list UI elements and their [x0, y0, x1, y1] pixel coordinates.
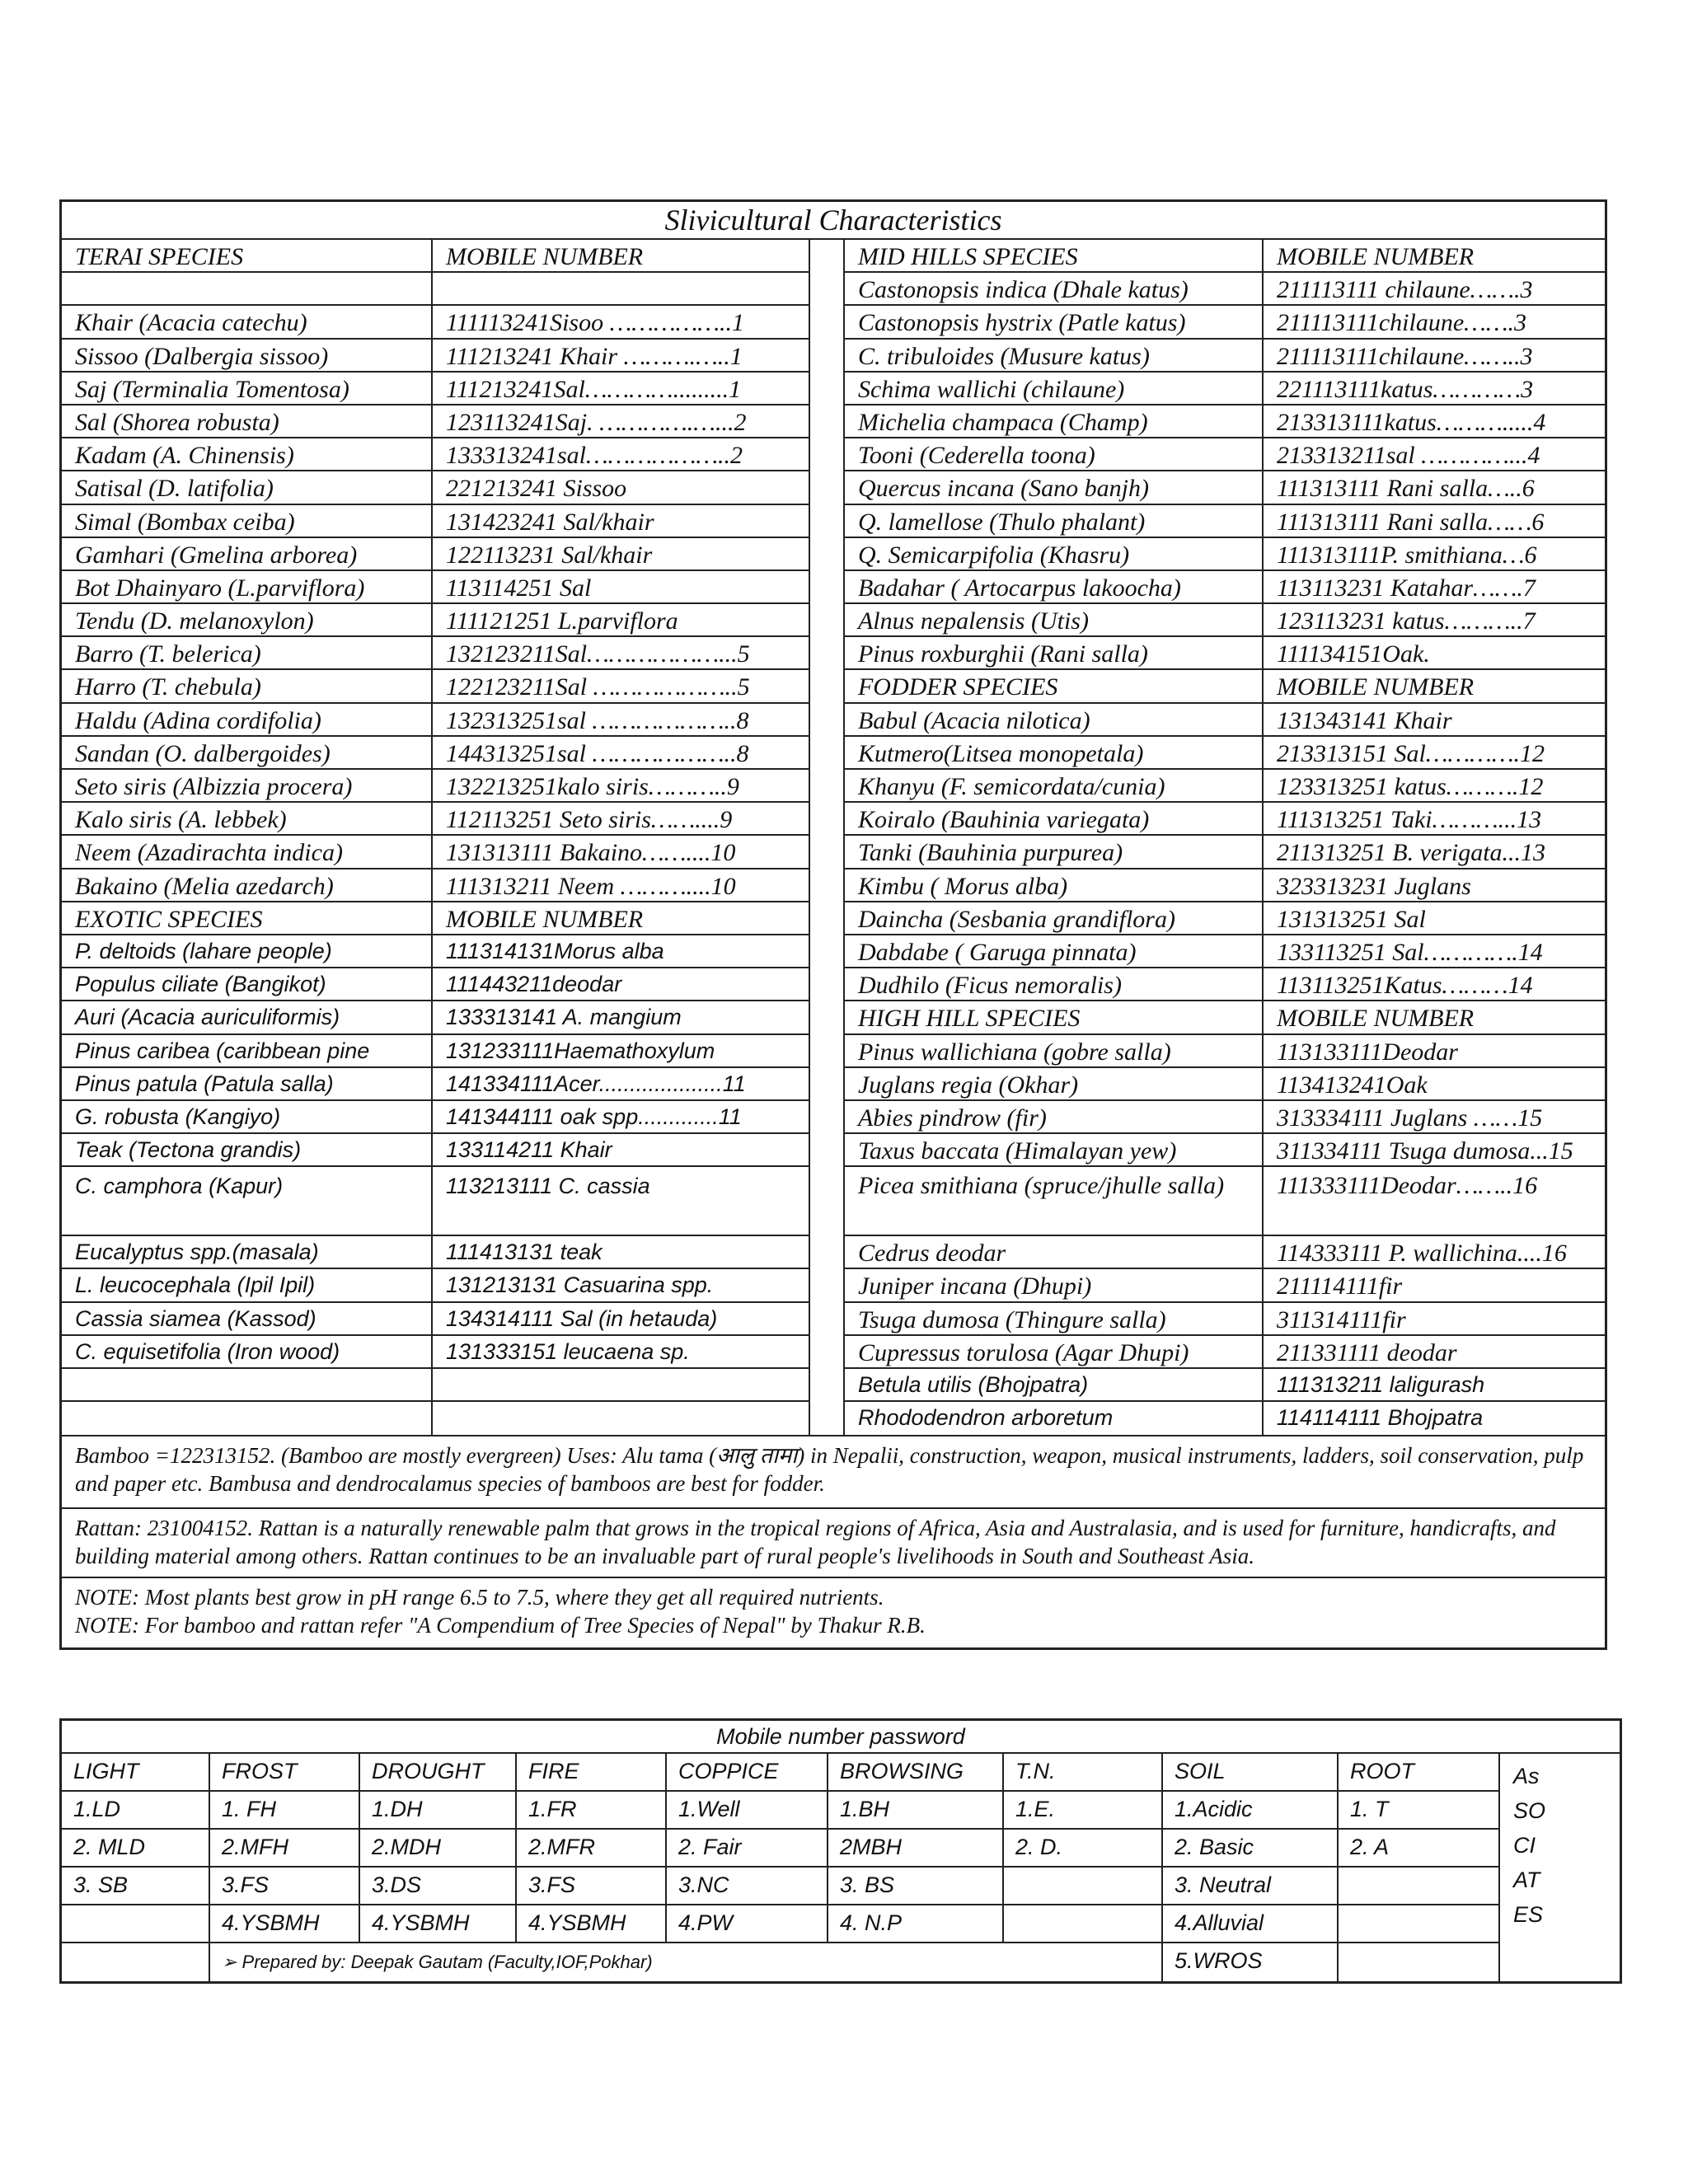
species-name-cell: Picea smithiana (spruce/jhulle salla): [845, 1167, 1264, 1235]
mobile-number-cell: 132123211Sal………………...5: [446, 640, 750, 668]
species-name-cell: Seto siris (Albizzia procera): [62, 770, 433, 801]
table-row: [845, 1402, 1605, 1435]
species-name-cell: Saj (Terminalia Tomentosa): [62, 373, 433, 404]
species-name-cell: Simal (Bombax ceiba): [62, 505, 433, 537]
table-row: [62, 438, 809, 471]
mobile-number-cell: 211313251 B. verigata...13: [1276, 839, 1546, 867]
species-name-cell: Betula utilis (Bhojpatra): [845, 1369, 1264, 1400]
species-name-cell: C. tribuloides (Musure katus): [845, 340, 1264, 371]
mobile-number-cell: 111313111 Rani salla…..6: [1276, 475, 1535, 503]
password-cell: [62, 1905, 210, 1943]
mobile-number-cell: 122113231 Sal/khair: [446, 541, 653, 569]
mobile-number-cell: 123113231 katus………..7: [1276, 607, 1536, 635]
mobile-number-cell: 111213241 Khair ……….…..1: [446, 342, 743, 370]
species-name-cell: Dudhilo (Ficus nemoralis): [845, 968, 1264, 1000]
mobile-number-cell: 123313251 katus……….12: [1276, 773, 1544, 800]
species-name-cell: Q. lamellose (Thulo phalant): [845, 505, 1264, 537]
mobile-number-cell: 211113111chilaune…….3: [1276, 309, 1527, 337]
mobile-number-cell: 111121251 L.parviflora: [446, 607, 678, 635]
mobile-number-cell: 132213251kalo siris………..9: [446, 773, 739, 800]
species-name-cell: Gamhari (Gmelina arborea): [62, 538, 433, 569]
species-name-cell: Auri (Acacia auriculiformis): [62, 1001, 433, 1033]
table-row: [62, 240, 809, 273]
mobile-number-cell: 113213111 C. cassia: [446, 1174, 650, 1199]
mobile-number-cell: 213313111katus……….....4: [1276, 408, 1546, 436]
password-header-cell: COPPICE: [667, 1754, 828, 1792]
password-cell: 3. BS: [828, 1868, 1004, 1905]
password-cell: 1.DH: [360, 1792, 517, 1830]
table-row: [845, 604, 1605, 637]
password-cell: 2. D.: [1004, 1830, 1163, 1868]
password-cell: 4.Alluvial: [1163, 1905, 1339, 1943]
mobile-number-cell: 111313211 Neem ………....10: [446, 872, 736, 900]
table-row: [62, 471, 809, 504]
mobile-number-cell: 111333111Deodar……..16: [1276, 1172, 1538, 1200]
species-name-cell: Barro (T. belerica): [62, 637, 433, 668]
mobile-number-cell: 211331111 deodar: [1276, 1338, 1457, 1366]
mobile-number-cell: 133313141 A. mangium: [446, 1005, 682, 1030]
species-name-cell: Castonopsis indica (Dhale katus): [845, 273, 1264, 304]
table-row: [62, 704, 809, 737]
species-name-cell: Cupressus torulosa (Agar Dhupi): [845, 1336, 1264, 1367]
table-row: [845, 1001, 1605, 1034]
mobile-number-cell: 323313231 Juglans: [1276, 872, 1471, 900]
rattan-note: Rattan: 231004152. Rattan is a naturally renewable palm that grows in the tropical regions of Africa, Asia and Australasia, and is used for furniture, handicrafts, and building material among others. Rattan continues to be an invaluable part of rural people's livelihoods in South and Southeast Asia.: [62, 1509, 1605, 1578]
mobile-number-cell: MOBILE NUMBER: [446, 905, 644, 933]
password-cell: 3.DS: [360, 1868, 517, 1905]
species-name-cell: Neem (Azadirachta indica): [62, 836, 433, 867]
password-header-cell: SOIL: [1163, 1754, 1339, 1792]
password-cell: 1.Well: [667, 1792, 828, 1830]
password-header-cell: FIRE: [517, 1754, 667, 1792]
table-row: [62, 1369, 809, 1402]
password-cell: 3. SB: [62, 1868, 210, 1905]
password-cell: [1339, 1905, 1500, 1943]
species-name-cell: Koiralo (Bauhinia variegata): [845, 803, 1264, 834]
table-row: [845, 637, 1605, 670]
species-name-cell: Sissoo (Dalbergia sissoo): [62, 340, 433, 371]
password-cell: [1339, 1943, 1500, 1981]
table-row: [845, 836, 1605, 869]
mobile-number-cell: 131333151 leucaena sp.: [446, 1338, 690, 1364]
table-row: [62, 836, 809, 869]
table-row: [62, 1336, 809, 1369]
password-cell: 4.YSBMH: [517, 1905, 667, 1943]
password-table-title: Mobile number password: [62, 1721, 1620, 1754]
table-row: [845, 869, 1605, 902]
table-row: [845, 968, 1605, 1001]
table-row: [62, 538, 809, 571]
table-row: [845, 538, 1605, 571]
table-row: [62, 902, 809, 935]
mobile-number-cell: 133113251 Sal………….14: [1276, 938, 1543, 966]
table-row: [845, 902, 1605, 935]
species-name-cell: Juglans regia (Okhar): [845, 1068, 1264, 1099]
species-name-cell: TERAI SPECIES: [62, 240, 433, 271]
mobile-number-cell: 144313251sal ………………..8: [446, 739, 749, 767]
table-row: [845, 571, 1605, 604]
species-name-cell: Juniper incana (Dhupi): [845, 1269, 1264, 1301]
mobile-number-cell: 133114211 Khair: [446, 1137, 612, 1163]
table-row: [845, 1068, 1605, 1101]
mobile-number-cell: 123113241Saj. ………….…...2: [446, 408, 747, 436]
password-header-cell: LIGHT: [62, 1754, 210, 1792]
mobile-number-cell: 131213131 Casuarina spp.: [446, 1272, 714, 1298]
mobile-number-cell: 111134151Oak.: [1276, 640, 1430, 668]
table-row: [845, 737, 1605, 770]
mobile-number-cell: 112113251 Seto siris……....9: [446, 806, 733, 834]
mobile-number-cell: 113413241Oak: [1276, 1071, 1428, 1099]
table-row: [62, 571, 809, 604]
password-header-cell: T.N.: [1004, 1754, 1163, 1792]
table-row: [62, 373, 809, 405]
table-row: [62, 1134, 809, 1167]
species-name-cell: [62, 273, 433, 304]
table-row: [845, 770, 1605, 803]
table-row: [62, 1035, 809, 1068]
species-name-cell: [62, 1402, 433, 1435]
mobile-number-cell: 111443211deodar: [446, 972, 622, 997]
password-cell: 4.YSBMH: [360, 1905, 517, 1943]
mobile-number-cell: 131423241 Sal/khair: [446, 508, 654, 536]
table-title: Slivicultural Characteristics: [62, 202, 1605, 240]
password-cell: 3.NC: [667, 1868, 828, 1905]
mobile-number-cell: 132313251sal ………………..8: [446, 706, 749, 734]
species-name-cell: EXOTIC SPECIES: [62, 902, 433, 934]
mobile-number-cell: 111213241Sal………….........1: [446, 375, 742, 403]
species-name-cell: Haldu (Adina cordifolia): [62, 704, 433, 735]
species-name-cell: P. deltoids (lahare people): [62, 935, 433, 967]
table-row: [62, 1101, 809, 1134]
mobile-number-cell: 213313211sal …………...4: [1276, 442, 1540, 470]
table-row: [62, 1269, 809, 1302]
species-name-cell: C. camphora (Kapur): [62, 1167, 433, 1235]
table-row: [845, 1101, 1605, 1134]
table-row: [845, 273, 1605, 306]
table-row: [62, 1001, 809, 1034]
species-name-cell: Dabdabe ( Garuga pinnata): [845, 935, 1264, 967]
mobile-number-cell: [433, 1402, 809, 1435]
mobile-number-cell: 131313111 Bakaino……....10: [446, 839, 736, 867]
table-row: [845, 1134, 1605, 1167]
species-name-cell: Q. Semicarpifolia (Khasru): [845, 538, 1264, 569]
mobile-number-cell: 113133111Deodar: [1276, 1038, 1458, 1066]
left-species-column: [62, 240, 810, 1435]
password-cell: 1. FH: [210, 1792, 360, 1830]
species-name-cell: G. robusta (Kangiyo): [62, 1101, 433, 1132]
species-name-cell: Pinus wallichiana (gobre salla): [845, 1035, 1264, 1066]
table-row: [845, 373, 1605, 405]
mobile-number-cell: 113113231 Katahar…….7: [1276, 574, 1536, 602]
table-row: [62, 770, 809, 803]
password-cell: [62, 1943, 210, 1981]
table-row: [845, 471, 1605, 504]
mobile-number-cell: MOBILE NUMBER: [446, 243, 644, 270]
table-row: [62, 273, 809, 306]
species-name-cell: Cedrus deodar: [845, 1236, 1264, 1268]
table-row: [62, 306, 809, 339]
mobile-number-cell: 122123211Sal ………………..5: [446, 673, 750, 701]
species-name-cell: Tsuga dumosa (Thingure salla): [845, 1303, 1264, 1334]
table-row: [845, 1369, 1605, 1402]
species-name-cell: FODDER SPECIES: [845, 670, 1264, 701]
table-row: [845, 803, 1605, 836]
password-cell: [1004, 1905, 1163, 1943]
password-cell: 2. Fair: [667, 1830, 828, 1868]
species-name-cell: Pinus patula (Patula salla): [62, 1068, 433, 1099]
password-cell: 2.MDH: [360, 1830, 517, 1868]
table-row: [845, 340, 1605, 373]
table-row: [62, 1068, 809, 1101]
mobile-number-cell: MOBILE NUMBER: [1276, 243, 1475, 270]
password-cell: [1004, 1868, 1163, 1905]
species-name-cell: Pinus roxburghii (Rani salla): [845, 637, 1264, 668]
mobile-number-cell: 114114111 Bhojpatra: [1276, 1405, 1484, 1431]
mobile-number-cell: 111113241Sisoo ……………..1: [446, 309, 744, 337]
table-row: [62, 1402, 809, 1435]
notes-section: [62, 1435, 1605, 1647]
species-name-cell: Schima wallichi (chilaune): [845, 373, 1264, 404]
right-species-column: [845, 240, 1605, 1435]
mobile-number-cell: MOBILE NUMBER: [1276, 673, 1475, 701]
mobile-number-cell: MOBILE NUMBER: [1276, 1005, 1475, 1033]
table-row: [62, 670, 809, 703]
password-cell: 4. N.P: [828, 1905, 1004, 1943]
species-name-cell: Sal (Shorea robusta): [62, 405, 433, 437]
mobile-number-cell: 211114111fir: [1276, 1272, 1403, 1301]
password-cell: [1339, 1868, 1500, 1905]
species-name-cell: MID HILLS SPECIES: [845, 240, 1264, 271]
species-name-cell: Babul (Acacia nilotica): [845, 704, 1264, 735]
mobile-number-cell: 133313241sal………………..2: [446, 442, 743, 470]
password-cell: 2. MLD: [62, 1830, 210, 1868]
password-cell: 1.LD: [62, 1792, 210, 1830]
mobile-number-cell: 131343141 Khair: [1276, 706, 1452, 734]
mobile-number-cell: 221213241 Sissoo: [446, 475, 627, 503]
table-row: [62, 869, 809, 902]
species-name-cell: [62, 1369, 433, 1400]
species-name-cell: Michelia champaca (Champ): [845, 405, 1264, 437]
mobile-number-cell: 113113251Katus………14: [1276, 972, 1533, 1000]
password-header-cell: BROWSING: [828, 1754, 1004, 1792]
table-row: [845, 1303, 1605, 1336]
password-cell: 1.Acidic: [1163, 1792, 1339, 1830]
prepared-by-credit: ➢ Prepared by: Deepak Gautam (Faculty,IOF,Pokhar): [210, 1943, 1163, 1981]
species-name-cell: Khanyu (F. semicordata/cunia): [845, 770, 1264, 801]
mobile-number-cell: 113114251 Sal: [446, 574, 592, 602]
mobile-number-cell: 221113111katus…………3: [1276, 375, 1534, 403]
species-name-cell: Teak (Tectona grandis): [62, 1134, 433, 1165]
mobile-number-cell: 111314131Morus alba: [446, 938, 664, 963]
species-name-cell: L. leucocephala (Ipil Ipil): [62, 1269, 433, 1301]
password-header-cell: ROOT: [1339, 1754, 1500, 1792]
mobile-number-cell: 141344111 oak spp.............11: [446, 1104, 742, 1129]
species-name-cell: Daincha (Sesbania grandiflora): [845, 902, 1264, 934]
mobile-number-cell: 131313251 Sal: [1276, 905, 1426, 933]
species-name-cell: Tooni (Cederella toona): [845, 438, 1264, 470]
password-cell: 4.YSBMH: [210, 1905, 360, 1943]
table-row: [62, 1236, 809, 1269]
species-name-cell: Bakaino (Melia azedarch): [62, 869, 433, 901]
password-cell: 1.BH: [828, 1792, 1004, 1830]
species-name-cell: Tanki (Bauhinia purpurea): [845, 836, 1264, 867]
mobile-number-cell: 131233111Haemathoxylum: [446, 1038, 715, 1063]
species-name-cell: Tendu (D. melanoxylon): [62, 604, 433, 635]
table-row: [845, 1336, 1605, 1369]
species-name-cell: Badahar ( Artocarpus lakoocha): [845, 571, 1264, 602]
species-name-cell: Kalo siris (A. lebbek): [62, 803, 433, 834]
table-row: [845, 438, 1605, 471]
table-row: [62, 637, 809, 670]
mobile-number-cell: 141334111Acer....................11: [446, 1071, 746, 1096]
table-row: [62, 935, 809, 968]
species-name-cell: Harro (T. chebula): [62, 670, 433, 701]
mobile-number-cell: 311334111 Tsuga dumosa...15: [1276, 1137, 1573, 1165]
table-row: [845, 1035, 1605, 1068]
table-row: [845, 505, 1605, 538]
species-name-cell: Kutmero(Litsea monopetala): [845, 737, 1264, 768]
table-row: [845, 405, 1605, 438]
password-cell: 2.MFR: [517, 1830, 667, 1868]
species-name-cell: Pinus caribea (caribbean pine: [62, 1035, 433, 1066]
species-name-cell: Abies pindrow (fir): [845, 1101, 1264, 1132]
password-cell: 2.MFH: [210, 1830, 360, 1868]
mobile-number-cell: [433, 1369, 809, 1400]
species-name-cell: Populus ciliate (Bangikot): [62, 968, 433, 1000]
associates-label: As SO CI AT ES: [1513, 1764, 1546, 1927]
password-cell: 4.PW: [667, 1905, 828, 1943]
mobile-number-cell: [433, 273, 809, 304]
mobile-number-cell: 313334111 Juglans ……15: [1276, 1104, 1543, 1132]
table-row: [62, 1303, 809, 1336]
password-cell: 2. A: [1339, 1830, 1500, 1868]
species-name-cell: Cassia siamea (Kassod): [62, 1303, 433, 1334]
species-name-cell: Eucalyptus spp.(masala): [62, 1236, 433, 1268]
mobile-number-cell: 211113111chilaune……..3: [1276, 342, 1533, 370]
species-name-cell: Castonopsis hystrix (Patle katus): [845, 306, 1264, 337]
table-row: [62, 1167, 809, 1236]
mobile-number-cell: 311314111fir: [1276, 1305, 1406, 1333]
table-row: [62, 405, 809, 438]
column-gap: [810, 240, 845, 1435]
password-cell: 1. T: [1339, 1792, 1500, 1830]
password-header-cell: FROST: [210, 1754, 360, 1792]
bamboo-note: Bamboo =122313152. (Bamboo are mostly evergreen) Uses: Alu tama (आलु तामा) in Nepalii, construction, weapon, musical instruments, ladders, soil conservation, pulp and paper etc. Bambusa and dendrocalamus species of bamboos are best for fodder.: [62, 1436, 1605, 1509]
table-row: [62, 968, 809, 1001]
species-name-cell: Rhododendron arboretum: [845, 1402, 1264, 1435]
password-cell: 3. Neutral: [1163, 1868, 1339, 1905]
species-name-cell: Bot Dhainyaro (L.parviflora): [62, 571, 433, 602]
password-cell: 3.FS: [210, 1868, 360, 1905]
mobile-number-cell: 111413131 teak: [446, 1240, 603, 1265]
mobile-number-cell: 111313111P. smithiana…6: [1276, 541, 1537, 569]
mobile-password-table: [59, 1718, 1622, 1984]
table-row: [845, 240, 1605, 273]
mobile-number-cell: 111313211 laligurash: [1276, 1372, 1485, 1397]
mobile-number-cell: 114333111 P. wallichina....16: [1276, 1240, 1567, 1268]
species-name-cell: Satisal (D. latifolia): [62, 471, 433, 503]
table-row: [62, 803, 809, 836]
table-row: [845, 935, 1605, 968]
password-header-cell: DROUGHT: [360, 1754, 517, 1792]
password-grid: [62, 1754, 1500, 1981]
ph-note: NOTE: Most plants best grow in pH range 6.5 to 7.5, where they get all required nutrients. NOTE: For bamboo and rattan refer "A Compendium of Tree Species of Nepal" by Thakur R.B.: [75, 1585, 926, 1638]
table-row: [845, 670, 1605, 703]
species-name-cell: C. equisetifolia (Iron wood): [62, 1336, 433, 1367]
table-row: [62, 737, 809, 770]
password-cell: 1.E.: [1004, 1792, 1163, 1830]
table-row: [62, 604, 809, 637]
species-name-cell: HIGH HILL SPECIES: [845, 1001, 1264, 1033]
password-cell: 3.FS: [517, 1868, 667, 1905]
species-name-cell: Kimbu ( Morus alba): [845, 869, 1264, 901]
species-name-cell: Quercus incana (Sano banjh): [845, 471, 1264, 503]
password-cell: 1.FR: [517, 1792, 667, 1830]
table-row: [845, 306, 1605, 339]
table-row: [62, 340, 809, 373]
table-row: [845, 1269, 1605, 1302]
species-name-cell: Sandan (O. dalbergoides): [62, 737, 433, 768]
table-row: [845, 1236, 1605, 1269]
table-row: [62, 505, 809, 538]
mobile-number-cell: 134314111 Sal (in hetauda): [446, 1305, 718, 1331]
mobile-number-cell: 211113111 chilaune…….3: [1276, 276, 1533, 304]
password-cell: 2MBH: [828, 1830, 1004, 1868]
silvicultural-table: [59, 199, 1607, 1650]
species-name-cell: Khair (Acacia catechu): [62, 306, 433, 337]
mobile-number-cell: 111313251 Taki………...13: [1276, 806, 1542, 834]
table-row: [845, 704, 1605, 737]
species-name-cell: Kadam (A. Chinensis): [62, 438, 433, 470]
password-cell: 5.WROS: [1163, 1943, 1339, 1981]
mobile-number-cell: 213313151 Sal………….12: [1276, 739, 1545, 767]
password-cell: 2. Basic: [1163, 1830, 1339, 1868]
species-name-cell: Taxus baccata (Himalayan yew): [845, 1134, 1264, 1165]
table-row: [845, 1167, 1605, 1236]
species-name-cell: Alnus nepalensis (Utis): [845, 604, 1264, 635]
mobile-number-cell: 111313111 Rani salla……6: [1276, 508, 1545, 536]
